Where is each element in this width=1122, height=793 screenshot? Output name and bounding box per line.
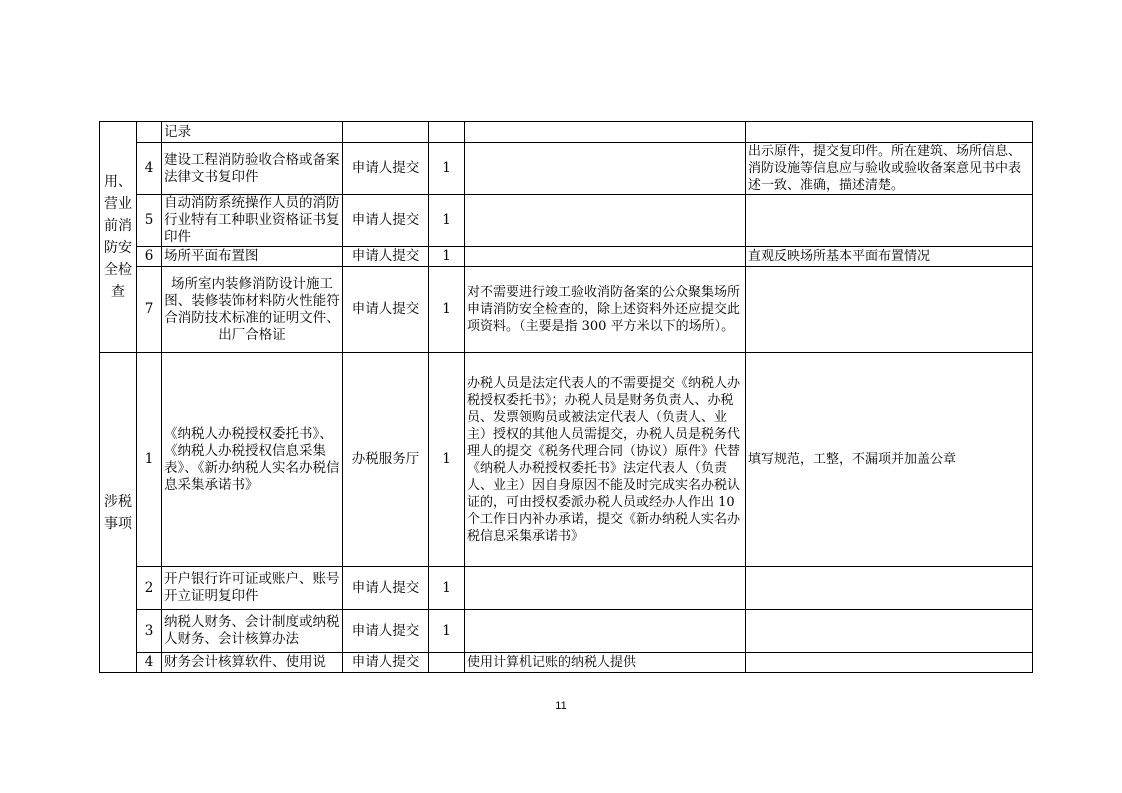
material-name: 财务会计核算软件、使用说	[162, 653, 343, 673]
row-number: 4	[137, 653, 162, 673]
material-requirement: 填写规范，工整，不漏项并加盖公章	[746, 353, 1033, 567]
material-requirement	[746, 267, 1033, 353]
material-note	[465, 247, 746, 267]
material-name: 开户银行许可证或账户、账号开立证明复印件	[162, 567, 343, 610]
material-requirement	[746, 122, 1033, 143]
material-count: 1	[429, 267, 465, 353]
material-count: 1	[429, 247, 465, 267]
material-requirement: 出示原件，提交复印件。所在建筑、场所信息、消防设施等信息应与验收或验收备案意见书中表述一致、准确，描述清楚。	[746, 143, 1033, 195]
material-name: 纳税人财务、会计制度或纳税人财务、会计核算办法	[162, 610, 343, 653]
material-count	[429, 122, 465, 143]
material-source: 申请人提交	[343, 195, 429, 247]
row-number: 1	[137, 353, 162, 567]
table-row	[100, 353, 1033, 567]
material-name: 记录	[162, 122, 343, 143]
material-count: 1	[429, 143, 465, 195]
material-note: 办税人员是法定代表人的不需要提交《纳税人办税授权委托书》；办税人员是财务负责人、办税员、发票领购员或被法定代表人（负责人、业主）授权的其他人员需提交，办税人员是税务代理人的提交《税务代理合同（协议）原件》代替《纳税人办税授权委托书》法定代表人（负责人、业主）因自身原因不能及时完成实名办税认证的，可由授权委派办税人员或经办人作出 10 个工作日内补办承诺，提交《新办纳税人实名办税信息采集承诺书》	[465, 353, 746, 567]
table-row	[100, 567, 1033, 610]
material-requirement	[746, 653, 1033, 673]
row-number	[137, 122, 162, 143]
material-source: 申请人提交	[343, 653, 429, 673]
material-requirement	[746, 195, 1033, 247]
material-count: 1	[429, 353, 465, 567]
table-row	[100, 143, 1033, 195]
material-note: 对不需要进行竣工验收消防备案的公众聚集场所申请消防安全检查的，除上述资料外还应提交此项资料。（主要是指 300 平方米以下的场所）。	[465, 267, 746, 353]
material-source: 办税服务厅	[343, 353, 429, 567]
material-source: 申请人提交	[343, 143, 429, 195]
material-name: 自动消防系统操作人员的消防行业特有工种职业资格证书复印件	[162, 195, 343, 247]
material-source: 申请人提交	[343, 567, 429, 610]
material-note	[465, 143, 746, 195]
row-number: 6	[137, 247, 162, 267]
material-note	[465, 122, 746, 143]
row-number: 5	[137, 195, 162, 247]
requirements-table	[99, 121, 1033, 673]
material-name: 建设工程消防验收合格或备案法律文书复印件	[162, 143, 343, 195]
material-source	[343, 122, 429, 143]
material-requirement: 直观反映场所基本平面布置情况	[746, 247, 1033, 267]
material-name: 《纳税人办税授权委托书》、《纳税人办税授权信息采集表》、《新办纳税人实名办税信息采集承诺书》	[162, 353, 343, 567]
table-row	[100, 247, 1033, 267]
material-count: 1	[429, 567, 465, 610]
table-row	[100, 195, 1033, 247]
material-name: 场所室内装修消防设计施工图、装修装饰材料防火性能符合消防技术标准的证明文件、出厂合格证	[162, 267, 343, 353]
table-row	[100, 122, 1033, 143]
row-number: 3	[137, 610, 162, 653]
table-row	[100, 653, 1033, 673]
material-note: 使用计算机记账的纳税人提供	[465, 653, 746, 673]
material-count: 1	[429, 195, 465, 247]
material-requirement	[746, 567, 1033, 610]
material-requirement	[746, 610, 1033, 653]
material-note	[465, 567, 746, 610]
row-number: 4	[137, 143, 162, 195]
page-number: 11	[555, 700, 567, 712]
material-note	[465, 610, 746, 653]
material-source: 申请人提交	[343, 267, 429, 353]
category-cell: 用、营业前消防安全检查	[100, 122, 137, 353]
material-source: 申请人提交	[343, 247, 429, 267]
material-source: 申请人提交	[343, 610, 429, 653]
row-number: 2	[137, 567, 162, 610]
material-count: 1	[429, 610, 465, 653]
material-count	[429, 653, 465, 673]
material-name: 场所平面布置图	[162, 247, 343, 267]
table-row	[100, 267, 1033, 353]
row-number: 7	[137, 267, 162, 353]
category-cell: 涉税事项	[100, 353, 137, 673]
material-note	[465, 195, 746, 247]
table-row	[100, 610, 1033, 653]
